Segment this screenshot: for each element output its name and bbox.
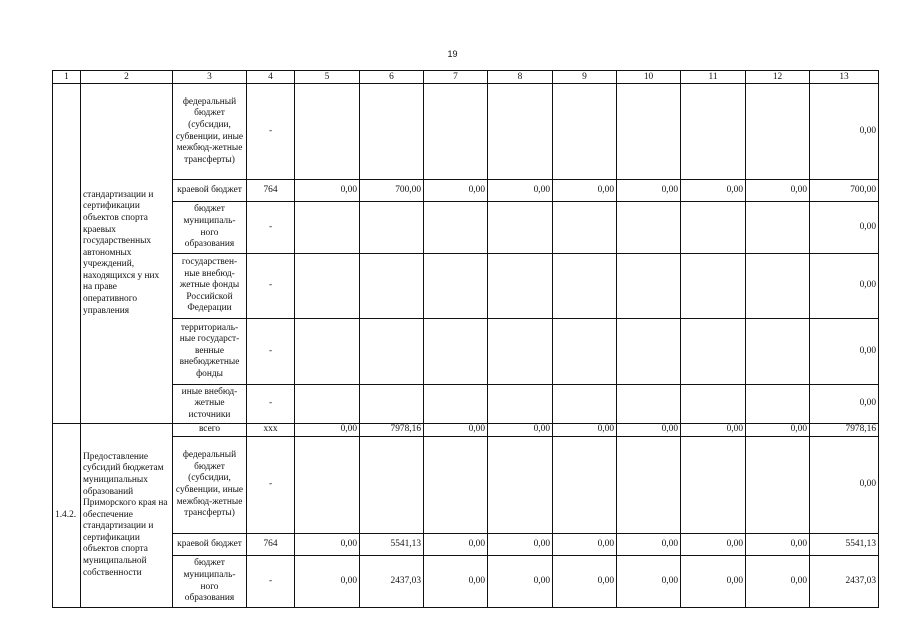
amount-cell — [295, 385, 360, 424]
header-cell: 4 — [247, 71, 295, 84]
amount-cell: 0,00 — [553, 534, 617, 556]
amount-cell — [295, 319, 360, 385]
amount-cell: 700,00 — [360, 180, 424, 202]
funding-source-cell: иные внебюд-жетные источники — [173, 385, 247, 424]
amount-cell: 0,00 — [681, 180, 746, 202]
amount-cell — [295, 202, 360, 254]
amount-cell — [424, 385, 488, 424]
kbk-code-cell: - — [247, 437, 295, 534]
kbk-code-cell: 764 — [247, 180, 295, 202]
item-code-cell — [53, 84, 81, 424]
amount-cell: 0,00 — [553, 424, 617, 437]
amount-cell: 0,00 — [488, 424, 553, 437]
kbk-code-cell: - — [247, 84, 295, 180]
funding-source-cell: государствен-ные внебюд-жетные фонды Российской Федерации — [173, 254, 247, 319]
amount-cell: 0,00 — [746, 424, 810, 437]
amount-cell — [746, 437, 810, 534]
amount-cell — [424, 202, 488, 254]
kbk-code-cell: xxx — [247, 424, 295, 437]
amount-cell: 0,00 — [553, 180, 617, 202]
amount-cell — [681, 385, 746, 424]
amount-cell: 0,00 — [746, 180, 810, 202]
amount-cell: 0,00 — [295, 556, 360, 608]
amount-cell — [617, 202, 681, 254]
amount-cell: 0,00 — [424, 534, 488, 556]
amount-cell: 2437,03 — [360, 556, 424, 608]
table-row — [53, 556, 879, 608]
table-row — [53, 437, 879, 534]
amount-cell: 0,00 — [295, 180, 360, 202]
kbk-code-cell: - — [247, 556, 295, 608]
amount-cell: 0,00 — [617, 424, 681, 437]
amount-cell: 0,00 — [681, 424, 746, 437]
header-cell: 2 — [81, 71, 173, 84]
amount-cell: 0,00 — [553, 556, 617, 608]
amount-cell — [424, 319, 488, 385]
funding-source-cell: территориаль-ные государст-венные внебюджетные фонды — [173, 319, 247, 385]
amount-cell: 5541,13 — [810, 534, 879, 556]
amount-cell: 0,00 — [810, 319, 879, 385]
amount-cell — [681, 84, 746, 180]
amount-cell: 0,00 — [617, 556, 681, 608]
amount-cell — [746, 385, 810, 424]
amount-cell — [360, 254, 424, 319]
funding-source-cell: всего — [173, 424, 247, 437]
amount-cell: 0,00 — [810, 202, 879, 254]
table-row — [53, 319, 879, 385]
amount-cell — [295, 437, 360, 534]
amount-cell — [360, 202, 424, 254]
amount-cell: 0,00 — [617, 180, 681, 202]
table-row — [53, 84, 879, 180]
amount-cell — [360, 319, 424, 385]
table-row — [53, 385, 879, 424]
item-name-cell: Предоставление субсидий бюджетам муниципальных образований Приморского края на обеспечение стандартизации и сертификации объектов спорта муниципальной собственности — [81, 424, 173, 608]
header-cell: 12 — [746, 71, 810, 84]
amount-cell — [553, 254, 617, 319]
funding-source-cell: бюджет муниципаль-ного образования — [173, 202, 247, 254]
budget-table — [52, 70, 879, 608]
amount-cell: 2437,03 — [810, 556, 879, 608]
header-cell: 9 — [553, 71, 617, 84]
amount-cell — [424, 84, 488, 180]
amount-cell: 0,00 — [424, 424, 488, 437]
amount-cell: 0,00 — [681, 556, 746, 608]
amount-cell — [553, 84, 617, 180]
amount-cell: 0,00 — [810, 385, 879, 424]
amount-cell: 0,00 — [681, 534, 746, 556]
amount-cell: 0,00 — [810, 254, 879, 319]
amount-cell: 0,00 — [810, 437, 879, 534]
header-cell: 1 — [53, 71, 81, 84]
table-row — [53, 202, 879, 254]
amount-cell — [488, 84, 553, 180]
amount-cell — [553, 437, 617, 534]
table-row — [53, 180, 879, 202]
header-cell: 7 — [424, 71, 488, 84]
amount-cell — [424, 437, 488, 534]
amount-cell — [488, 202, 553, 254]
kbk-code-cell: - — [247, 202, 295, 254]
header-cell: 3 — [173, 71, 247, 84]
header-cell: 5 — [295, 71, 360, 84]
kbk-code-cell: - — [247, 254, 295, 319]
header-cell: 8 — [488, 71, 553, 84]
amount-cell: 700,00 — [810, 180, 879, 202]
amount-cell — [295, 84, 360, 180]
amount-cell — [681, 202, 746, 254]
amount-cell: 7978,16 — [360, 424, 424, 437]
funding-source-cell: краевой бюджет — [173, 180, 247, 202]
amount-cell — [553, 385, 617, 424]
amount-cell — [488, 254, 553, 319]
amount-cell: 0,00 — [488, 556, 553, 608]
item-name-cell: стандартизации и сертификации объектов спорта краевых государственных автономных учреждений, находящихся у них на праве оперативного управления — [81, 84, 173, 424]
amount-cell: 0,00 — [488, 534, 553, 556]
header-cell: 10 — [617, 71, 681, 84]
amount-cell — [488, 385, 553, 424]
funding-source-cell: федеральный бюджет (субсидии, субвенции, иные межбюд-жетные трансферты) — [173, 437, 247, 534]
amount-cell — [617, 319, 681, 385]
amount-cell — [488, 319, 553, 385]
amount-cell — [617, 84, 681, 180]
amount-cell — [617, 385, 681, 424]
amount-cell — [553, 202, 617, 254]
amount-cell — [746, 319, 810, 385]
page-number: 19 — [447, 49, 458, 59]
kbk-code-cell: 764 — [247, 534, 295, 556]
amount-cell — [360, 437, 424, 534]
kbk-code-cell: - — [247, 319, 295, 385]
header-cell: 6 — [360, 71, 424, 84]
amount-cell — [681, 254, 746, 319]
amount-cell: 0,00 — [424, 556, 488, 608]
amount-cell — [746, 202, 810, 254]
amount-cell — [424, 254, 488, 319]
amount-cell — [488, 437, 553, 534]
amount-cell: 0,00 — [295, 424, 360, 437]
header-cell: 11 — [681, 71, 746, 84]
item-code-cell: 1.4.2. — [53, 424, 81, 608]
amount-cell: 0,00 — [746, 534, 810, 556]
amount-cell — [553, 319, 617, 385]
table-row — [53, 254, 879, 319]
amount-cell — [360, 84, 424, 180]
amount-cell — [681, 319, 746, 385]
amount-cell: 0,00 — [617, 534, 681, 556]
amount-cell: 0,00 — [746, 556, 810, 608]
amount-cell: 5541,13 — [360, 534, 424, 556]
amount-cell — [746, 254, 810, 319]
funding-source-cell: краевой бюджет — [173, 534, 247, 556]
amount-cell — [681, 437, 746, 534]
amount-cell: 0,00 — [810, 84, 879, 180]
funding-source-cell: бюджет муниципаль-ного образования — [173, 556, 247, 608]
kbk-code-cell: - — [247, 385, 295, 424]
table-row — [53, 424, 879, 437]
amount-cell: 0,00 — [424, 180, 488, 202]
amount-cell: 7978,16 — [810, 424, 879, 437]
amount-cell — [295, 254, 360, 319]
amount-cell — [360, 385, 424, 424]
amount-cell — [746, 84, 810, 180]
amount-cell — [617, 254, 681, 319]
amount-cell: 0,00 — [488, 180, 553, 202]
header-row — [53, 71, 879, 84]
amount-cell: 0,00 — [295, 534, 360, 556]
amount-cell — [617, 437, 681, 534]
table-row — [53, 534, 879, 556]
funding-source-cell: федеральный бюджет (субсидии, субвенции, иные межбюд-жетные трансферты) — [173, 84, 247, 180]
header-cell: 13 — [810, 71, 879, 84]
